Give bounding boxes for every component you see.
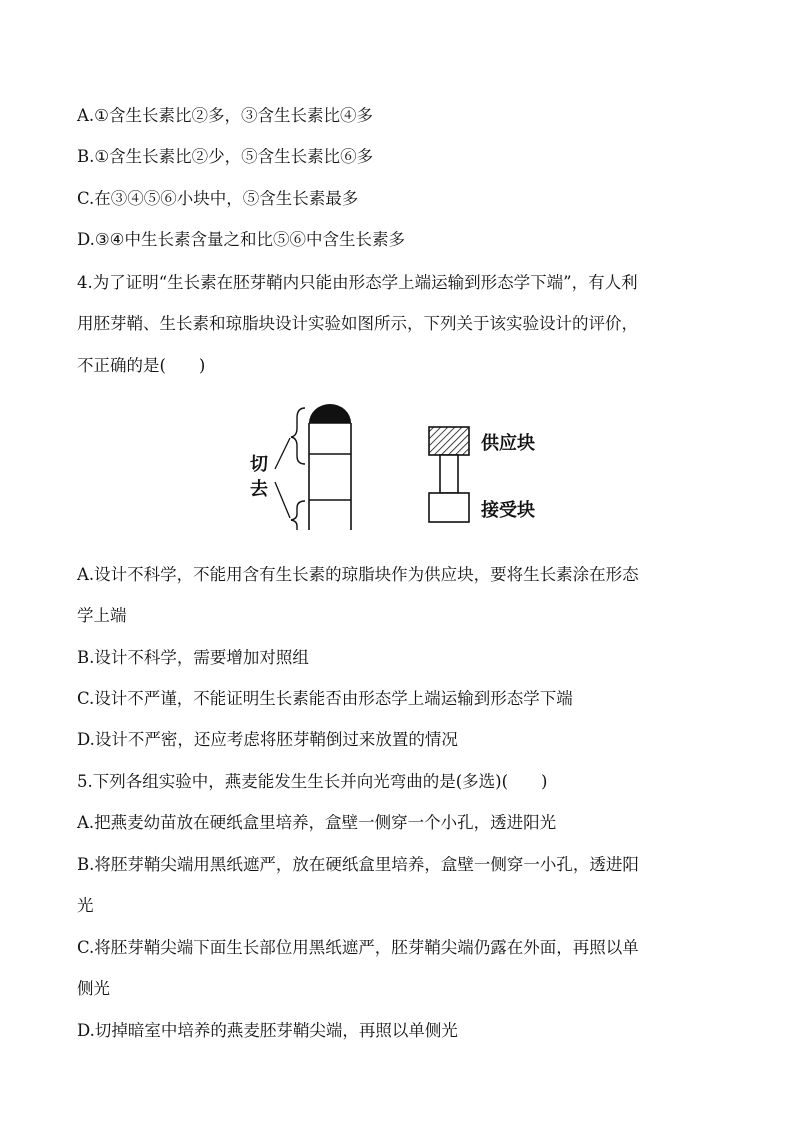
q5-option-b-line1: B.将胚芽鞘尖端用黑纸遮严，放在硬纸盒里培养，盒壁一侧穿一小孔，透进阳 xyxy=(77,855,639,874)
q4-stem-line3: 不正确的是( ) xyxy=(77,356,206,375)
q5-stem: 5.下列各组实验中，燕麦能发生生长并向光弯曲的是(多选)( ) xyxy=(77,772,548,791)
q3-option-d: D.③④中生长素含量之和比⑤⑥中含生长素多 xyxy=(77,230,405,249)
upper-brace xyxy=(291,408,305,464)
cut-label-2: 去 xyxy=(250,479,268,500)
q5-option-c-line1: C.将胚芽鞘尖端下面生长部位用黑纸遮严，胚芽鞘尖端仍露在外面，再照以单 xyxy=(77,938,639,957)
q3-option-a: A.①含生长素比②多，③含生长素比④多 xyxy=(77,106,373,125)
q4-option-c: C.设计不严谨，不能证明生长素能否由形态学上端运输到形态学下端 xyxy=(77,689,573,708)
q3-option-c: C.在③④⑤⑥小块中，⑤含生长素最多 xyxy=(77,189,359,208)
q5-option-a: A.把燕麦幼苗放在硬纸盒里培养，盒壁一侧穿一个小孔，透进阳光 xyxy=(77,813,557,832)
q5-option-c-line2: 侧光 xyxy=(77,979,110,998)
supply-block xyxy=(429,427,469,455)
receive-label: 接受块 xyxy=(481,500,535,521)
coleoptile-diagram xyxy=(309,404,351,530)
q4-option-a-line2: 学上端 xyxy=(77,606,127,625)
q4-stem-line1: 4.为了证明“生长素在胚芽鞘内只能由形态学上端运输到形态学下端”，有人利 xyxy=(77,273,638,292)
q4-option-a-line1: A.设计不科学，不能用含有生长素的琼脂块作为供应块，要将生长素涂在形态 xyxy=(77,565,639,584)
q5-option-b-line2: 光 xyxy=(77,896,94,915)
coleoptile-tip xyxy=(309,404,351,423)
q5-option-d: D.切掉暗室中培养的燕麦胚芽鞘尖端，再照以单侧光 xyxy=(77,1021,458,1040)
experiment-figure xyxy=(245,396,565,536)
q4-option-b: B.设计不科学，需要增加对照组 xyxy=(77,648,309,667)
receive-block xyxy=(429,493,469,522)
cut-label-1: 切 xyxy=(250,454,268,475)
q4-stem-line2: 用胚芽鞘、生长素和琼脂块设计实验如图所示，下列关于该实验设计的评价， xyxy=(77,314,638,333)
supply-label: 供应块 xyxy=(481,433,535,454)
q4-option-d: D.设计不严密，还应考虑将胚芽鞘倒过来放置的情况 xyxy=(77,730,458,749)
coleoptile-segment xyxy=(440,455,458,493)
q3-option-b: B.①含生长素比②少，⑤含生长素比⑥多 xyxy=(77,147,374,166)
lower-brace xyxy=(291,501,305,530)
